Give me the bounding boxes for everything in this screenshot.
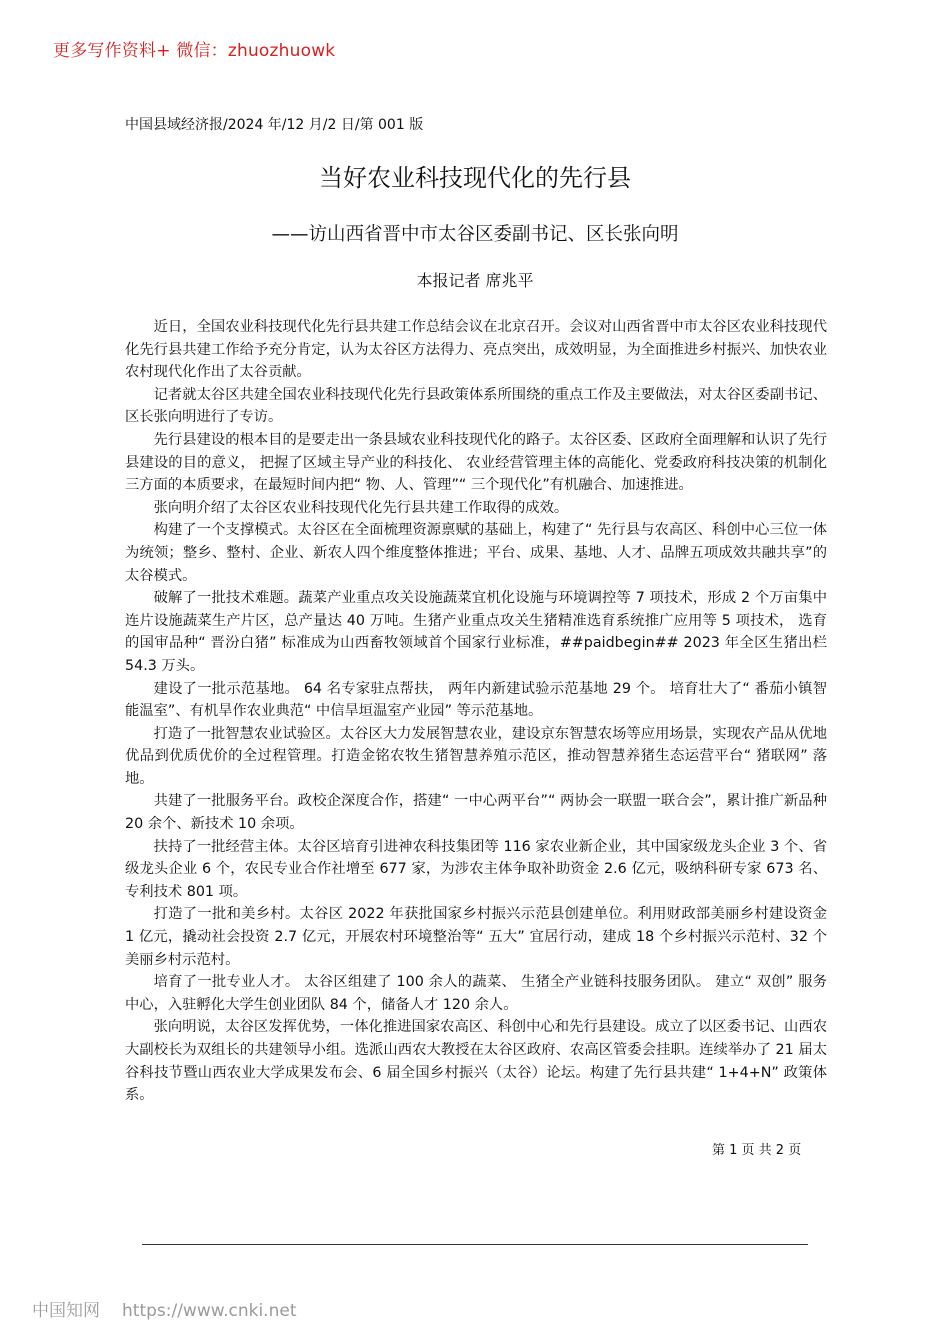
watermark-url: https://www.cnki.net xyxy=(122,1301,297,1321)
promo-banner: 更多写作资料+ 微信：zhuozhuowk xyxy=(53,41,336,61)
paragraph: 张向明说，太谷区发挥优势，一体化推进国家农高区、科创中心和先行县建设。成立了以区委书记、山西农大副校长为双组长的共建领导小组。选派山西农大教授在太谷区政府、农高区管委会挂职。连续举办了 21 届太谷科技节暨山西农业大学成果发布会、6 届全国乡村振兴（太谷）论坛。构建了先行县共建“ 1+4+N” 政策体系。 xyxy=(125,1019,827,1104)
article-subtitle: ——访山西省晋中市太谷区委副书记、区长张向明 xyxy=(271,224,679,245)
watermark-brand: 中国知网 xyxy=(32,1301,100,1321)
paragraph: 培育了一批专业人才。 太谷区组建了 100 余人的蔬菜、 生猪全产业链科技服务团队。 建立“ 双创” 服务中心，入驻孵化大学生创业团队 84 个，储备人才 120 余人。 xyxy=(125,974,827,1013)
paragraph: 记者就太谷区共建全国农业科技现代化先行县政策体系所围绕的重点工作及主要做法，对太谷区委副书记、区长张向明进行了专访。 xyxy=(125,386,827,426)
footer-divider xyxy=(142,1244,808,1245)
paragraph: 近日，全国农业科技现代化先行县共建工作总结会议在北京召开。会议对山西省晋中市太谷区农业科技现代化先行县共建工作给予充分肯定，认为太谷区方法得力、亮点突出，成效明显，为全面推进乡村振兴、加快农业农村现代化作出了太谷贡献。 xyxy=(125,319,827,381)
article-body xyxy=(125,316,827,1107)
paragraph: 打造了一批智慧农业试验区。太谷区大力发展智慧农业，建设京东智慧农场等应用场景，实现农产品从优地优品到优质优价的全过程管理。打造金铭农牧生猪智慧养殖示范区，推动智慧养猪生态运营平台“ 猪联网” 落地。 xyxy=(125,725,827,787)
source-line: 中国县域经济报/2024 年/12 月/2 日/第 001 版 xyxy=(125,117,424,133)
paragraph: 破解了一批技术难题。蔬菜产业重点攻关设施蔬菜宜机化设施与环境调控等 7 项技术，形成 2 个万亩集中连片设施蔬菜生产片区，总产量达 40 万吨。生猪产业重点攻关生猪精准选育系统推广应用等 5 项技术， 选育的国审品种“ 晋汾白猪” 标准成为山西畜牧领域首个国家行业标准，##paidbegin## 2023 年全区生猪出栏 54.3 万头。 xyxy=(125,590,827,674)
paragraph: 打造了一批和美乡村。太谷区 2022 年获批国家乡村振兴示范县创建单位。利用财政部美丽乡村建设资金 1 亿元，撬动社会投资 2.7 亿元，开展农村环境整治等“ 五大” 宜居行动，建成 18 个乡村振兴示范村、32 个美丽乡村示范村。 xyxy=(125,906,827,968)
article-title: 当好农业科技现代化的先行县 xyxy=(319,164,631,192)
paragraph: 构建了一个支撑模式。太谷区在全面梳理资源禀赋的基础上，构建了“ 先行县与农高区、科创中心三位一体为统领；整乡、整村、企业、新农人四个维度整体推进；平台、成果、基地、人才、品牌五项成效共融共享”的太谷模式。 xyxy=(125,522,827,584)
paragraph: 张向明介绍了太谷区农业科技现代化先行县共建工作取得的成效。 xyxy=(153,499,569,516)
paragraph: 建设了一批示范基地。 64 名专家驻点帮扶， 两年内新建试验示范基地 29 个。 培育壮大了“ 番茄小镇智能温室”、有机旱作农业典范“ 中信旱垣温室产业园” 等示范基地。 xyxy=(125,680,827,720)
cnki-watermark xyxy=(32,1296,296,1321)
article-byline: 本报记者 席兆平 xyxy=(416,271,534,290)
paragraph: 先行县建设的根本目的是要走出一条县域农业科技现代化的路子。太谷区委、区政府全面理解和认识了先行县建设的目的意义， 把握了区域主导产业的科技化、 农业经营管理主体的高能化、党委政府科技决策的机制化三方面的本质要求，在最短时间内把“ 物、人、管理”“ 三个现代化”有机融合、加速推进。 xyxy=(125,431,827,494)
paragraph: 扶持了一批经营主体。太谷区培育引进神农科技集团等 116 家农业新企业，其中国家级龙头企业 3 个、省级龙头企业 6 个，农民专业合作社增至 677 家，为涉农主体争取补助资金 2.6 亿元，吸纳科研专家 673 名、专利技术 801 项。 xyxy=(125,838,827,900)
page-number: 第 1 页 共 2 页 xyxy=(712,1143,802,1158)
paragraph: 共建了一批服务平台。政校企深度合作，搭建“ 一中心两平台”“ 两协会一联盟一联合会”，累计推广新品种 20 余个、新技术 10 余项。 xyxy=(125,793,827,833)
